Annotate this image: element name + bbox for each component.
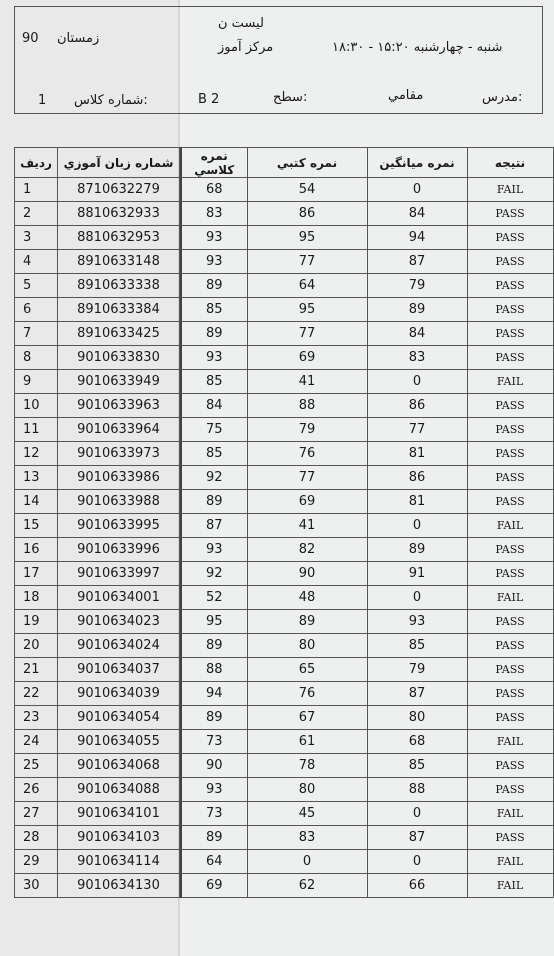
class-score-cell: 64 <box>181 850 247 874</box>
student-id-cell: 9010633963 <box>58 394 180 418</box>
table-row <box>15 178 554 202</box>
row-number: 29 <box>15 850 58 874</box>
written-score-cell: 41 <box>247 514 367 538</box>
col-result-header: نتيجه <box>467 148 553 178</box>
row-number: 18 <box>15 586 58 610</box>
table-row <box>15 802 554 826</box>
written-score-cell: 80 <box>247 778 367 802</box>
average-cell: 94 <box>367 226 467 250</box>
class-score-cell: 89 <box>181 490 247 514</box>
table-header-row <box>15 148 554 178</box>
written-score-cell: 76 <box>247 682 367 706</box>
result-cell: PASS <box>467 346 553 370</box>
class-score-cell: 89 <box>181 826 247 850</box>
average-cell: 0 <box>367 586 467 610</box>
student-id-cell: 8810632933 <box>58 202 180 226</box>
class-score-cell: 89 <box>181 634 247 658</box>
row-number: 24 <box>15 730 58 754</box>
row-number: 4 <box>15 250 58 274</box>
result-cell: PASS <box>467 298 553 322</box>
result-cell: FAIL <box>467 850 553 874</box>
written-score-cell: 79 <box>247 418 367 442</box>
row-number: 12 <box>15 442 58 466</box>
result-cell: PASS <box>467 394 553 418</box>
table-row <box>15 586 554 610</box>
row-number: 10 <box>15 394 58 418</box>
student-id-cell: 9010634103 <box>58 826 180 850</box>
class-score-cell: 87 <box>181 514 247 538</box>
table-row <box>15 850 554 874</box>
class-score-cell: 89 <box>181 322 247 346</box>
student-id-cell: 9010633973 <box>58 442 180 466</box>
class-score-cell: 89 <box>181 706 247 730</box>
average-cell: 85 <box>367 754 467 778</box>
table-row <box>15 682 554 706</box>
result-cell: FAIL <box>467 802 553 826</box>
level-value: B 2 <box>198 92 220 107</box>
written-score-cell: 0 <box>247 850 367 874</box>
result-cell: PASS <box>467 250 553 274</box>
written-score-cell: 82 <box>247 538 367 562</box>
student-id-cell: 8710632279 <box>58 178 180 202</box>
result-cell: PASS <box>467 442 553 466</box>
row-number: 7 <box>15 322 58 346</box>
student-id-cell: 9010634001 <box>58 586 180 610</box>
table-row <box>15 514 554 538</box>
result-cell: PASS <box>467 754 553 778</box>
average-cell: 86 <box>367 466 467 490</box>
class-score-cell: 93 <box>181 538 247 562</box>
table-row <box>15 874 554 898</box>
average-cell: 85 <box>367 634 467 658</box>
student-id-cell: 9010633986 <box>58 466 180 490</box>
written-score-cell: 83 <box>247 826 367 850</box>
class-score-cell: 92 <box>181 466 247 490</box>
student-id-cell: 9010633949 <box>58 370 180 394</box>
row-number: 14 <box>15 490 58 514</box>
class-number-label: شماره کلاس: <box>74 93 148 108</box>
written-score-cell: 80 <box>247 634 367 658</box>
student-id-cell: 8910633338 <box>58 274 180 298</box>
student-id-cell: 8810632953 <box>58 226 180 250</box>
result-cell: FAIL <box>467 178 553 202</box>
table-row <box>15 322 554 346</box>
schedule: شنبه - چهارشنبه ۱۵:۲۰ - ۱۸:۳۰ <box>332 40 503 55</box>
student-id-cell: 9010633964 <box>58 418 180 442</box>
level-label: سطح: <box>273 90 308 105</box>
row-number: 19 <box>15 610 58 634</box>
average-cell: 68 <box>367 730 467 754</box>
row-number: 28 <box>15 826 58 850</box>
student-id-cell: 9010634037 <box>58 658 180 682</box>
class-score-cell: 92 <box>181 562 247 586</box>
written-score-cell: 41 <box>247 370 367 394</box>
row-number: 17 <box>15 562 58 586</box>
class-score-cell: 90 <box>181 754 247 778</box>
table-row <box>15 634 554 658</box>
col-written-score-header: نمره كتبي <box>247 148 367 178</box>
grades-table <box>14 147 554 898</box>
class-score-cell: 69 <box>181 874 247 898</box>
teacher-name: مقامي <box>388 88 424 103</box>
result-cell: PASS <box>467 706 553 730</box>
written-score-cell: 64 <box>247 274 367 298</box>
written-score-cell: 65 <box>247 658 367 682</box>
table-row <box>15 370 554 394</box>
result-cell: PASS <box>467 418 553 442</box>
table-row <box>15 274 554 298</box>
table-row <box>15 250 554 274</box>
class-number: 1 <box>38 93 47 108</box>
table-row <box>15 754 554 778</box>
row-number: 25 <box>15 754 58 778</box>
class-score-cell: 85 <box>181 442 247 466</box>
class-score-cell: 93 <box>181 778 247 802</box>
student-id-cell: 9010633988 <box>58 490 180 514</box>
class-score-cell: 93 <box>181 346 247 370</box>
average-cell: 88 <box>367 778 467 802</box>
row-number: 2 <box>15 202 58 226</box>
student-id-cell: 9010634023 <box>58 610 180 634</box>
row-number: 13 <box>15 466 58 490</box>
result-cell: PASS <box>467 274 553 298</box>
row-number: 21 <box>15 658 58 682</box>
class-score-cell: 89 <box>181 274 247 298</box>
result-cell: PASS <box>467 202 553 226</box>
result-cell: PASS <box>467 490 553 514</box>
year: 90 <box>22 31 39 46</box>
student-id-cell: 8910633384 <box>58 298 180 322</box>
written-score-cell: 86 <box>247 202 367 226</box>
row-number: 3 <box>15 226 58 250</box>
class-score-cell: 88 <box>181 658 247 682</box>
result-cell: PASS <box>467 226 553 250</box>
table-row <box>15 442 554 466</box>
written-score-cell: 62 <box>247 874 367 898</box>
average-cell: 91 <box>367 562 467 586</box>
written-score-cell: 76 <box>247 442 367 466</box>
table-row <box>15 730 554 754</box>
class-score-cell: 84 <box>181 394 247 418</box>
written-score-cell: 48 <box>247 586 367 610</box>
written-score-cell: 69 <box>247 490 367 514</box>
result-cell: FAIL <box>467 514 553 538</box>
result-cell: FAIL <box>467 874 553 898</box>
class-score-cell: 85 <box>181 298 247 322</box>
student-id-cell: 9010634039 <box>58 682 180 706</box>
written-score-cell: 45 <box>247 802 367 826</box>
class-score-cell: 73 <box>181 802 247 826</box>
written-score-cell: 61 <box>247 730 367 754</box>
average-cell: 81 <box>367 490 467 514</box>
average-cell: 81 <box>367 442 467 466</box>
student-id-cell: 9010633995 <box>58 514 180 538</box>
table-row <box>15 226 554 250</box>
result-cell: FAIL <box>467 730 553 754</box>
row-number: 26 <box>15 778 58 802</box>
average-cell: 0 <box>367 850 467 874</box>
class-score-cell: 83 <box>181 202 247 226</box>
table-row <box>15 706 554 730</box>
table-row <box>15 538 554 562</box>
row-number: 27 <box>15 802 58 826</box>
row-number: 30 <box>15 874 58 898</box>
table-row <box>15 562 554 586</box>
written-score-cell: 54 <box>247 178 367 202</box>
row-number: 11 <box>15 418 58 442</box>
class-score-cell: 68 <box>181 178 247 202</box>
row-number: 20 <box>15 634 58 658</box>
row-number: 23 <box>15 706 58 730</box>
student-id-cell: 9010633997 <box>58 562 180 586</box>
class-score-cell: 75 <box>181 418 247 442</box>
average-cell: 87 <box>367 250 467 274</box>
table-row <box>15 826 554 850</box>
result-cell: PASS <box>467 826 553 850</box>
center-name: مرکز آموز <box>218 40 274 55</box>
table-row <box>15 466 554 490</box>
average-cell: 89 <box>367 538 467 562</box>
average-cell: 84 <box>367 202 467 226</box>
average-cell: 0 <box>367 802 467 826</box>
table-row <box>15 490 554 514</box>
row-number: 5 <box>15 274 58 298</box>
average-cell: 77 <box>367 418 467 442</box>
table-row <box>15 394 554 418</box>
average-cell: 93 <box>367 610 467 634</box>
result-cell: FAIL <box>467 370 553 394</box>
class-score-cell: 93 <box>181 226 247 250</box>
col-student-id-header: شماره زبان آموزي <box>58 148 180 178</box>
class-score-cell: 95 <box>181 610 247 634</box>
table-row <box>15 418 554 442</box>
written-score-cell: 88 <box>247 394 367 418</box>
class-score-cell: 73 <box>181 730 247 754</box>
written-score-cell: 95 <box>247 298 367 322</box>
result-cell: PASS <box>467 778 553 802</box>
row-number: 1 <box>15 178 58 202</box>
result-cell: PASS <box>467 466 553 490</box>
class-score-cell: 93 <box>181 250 247 274</box>
written-score-cell: 90 <box>247 562 367 586</box>
student-id-cell: 9010634054 <box>58 706 180 730</box>
average-cell: 79 <box>367 274 467 298</box>
student-id-cell: 9010634088 <box>58 778 180 802</box>
teacher-label: مدرس: <box>482 90 523 105</box>
average-cell: 79 <box>367 658 467 682</box>
average-cell: 0 <box>367 370 467 394</box>
list-title: لیست ن <box>218 16 264 31</box>
table-row <box>15 202 554 226</box>
result-cell: PASS <box>467 610 553 634</box>
row-number: 9 <box>15 370 58 394</box>
average-cell: 0 <box>367 178 467 202</box>
result-cell: PASS <box>467 682 553 706</box>
average-cell: 89 <box>367 298 467 322</box>
result-cell: FAIL <box>467 586 553 610</box>
average-cell: 86 <box>367 394 467 418</box>
average-cell: 66 <box>367 874 467 898</box>
written-score-cell: 69 <box>247 346 367 370</box>
result-cell: PASS <box>467 658 553 682</box>
table-row <box>15 778 554 802</box>
row-number: 8 <box>15 346 58 370</box>
class-score-cell: 94 <box>181 682 247 706</box>
col-class-score-header: نمره كلاسي <box>181 148 247 178</box>
student-id-cell: 9010634068 <box>58 754 180 778</box>
season: زمستان <box>57 31 100 46</box>
student-id-cell: 9010634024 <box>58 634 180 658</box>
student-id-cell: 9010633996 <box>58 538 180 562</box>
row-number: 6 <box>15 298 58 322</box>
row-number: 16 <box>15 538 58 562</box>
col-row-header: رديف <box>15 148 58 178</box>
written-score-cell: 77 <box>247 250 367 274</box>
student-id-cell: 9010634114 <box>58 850 180 874</box>
average-cell: 80 <box>367 706 467 730</box>
average-cell: 84 <box>367 322 467 346</box>
row-number: 15 <box>15 514 58 538</box>
written-score-cell: 78 <box>247 754 367 778</box>
class-score-cell: 52 <box>181 586 247 610</box>
result-cell: PASS <box>467 562 553 586</box>
average-cell: 83 <box>367 346 467 370</box>
student-id-cell: 9010633830 <box>58 346 180 370</box>
student-id-cell: 8910633425 <box>58 322 180 346</box>
student-id-cell: 8910633148 <box>58 250 180 274</box>
table-row <box>15 610 554 634</box>
written-score-cell: 67 <box>247 706 367 730</box>
average-cell: 0 <box>367 514 467 538</box>
table-row <box>15 298 554 322</box>
result-cell: PASS <box>467 538 553 562</box>
result-cell: PASS <box>467 322 553 346</box>
student-id-cell: 9010634101 <box>58 802 180 826</box>
class-score-cell: 85 <box>181 370 247 394</box>
student-id-cell: 9010634055 <box>58 730 180 754</box>
average-cell: 87 <box>367 682 467 706</box>
written-score-cell: 89 <box>247 610 367 634</box>
written-score-cell: 77 <box>247 466 367 490</box>
written-score-cell: 77 <box>247 322 367 346</box>
table-row <box>15 658 554 682</box>
row-number: 22 <box>15 682 58 706</box>
col-average-header: نمره ميانگين <box>367 148 467 178</box>
student-id-cell: 9010634130 <box>58 874 180 898</box>
table-row <box>15 346 554 370</box>
result-cell: PASS <box>467 634 553 658</box>
average-cell: 87 <box>367 826 467 850</box>
written-score-cell: 95 <box>247 226 367 250</box>
